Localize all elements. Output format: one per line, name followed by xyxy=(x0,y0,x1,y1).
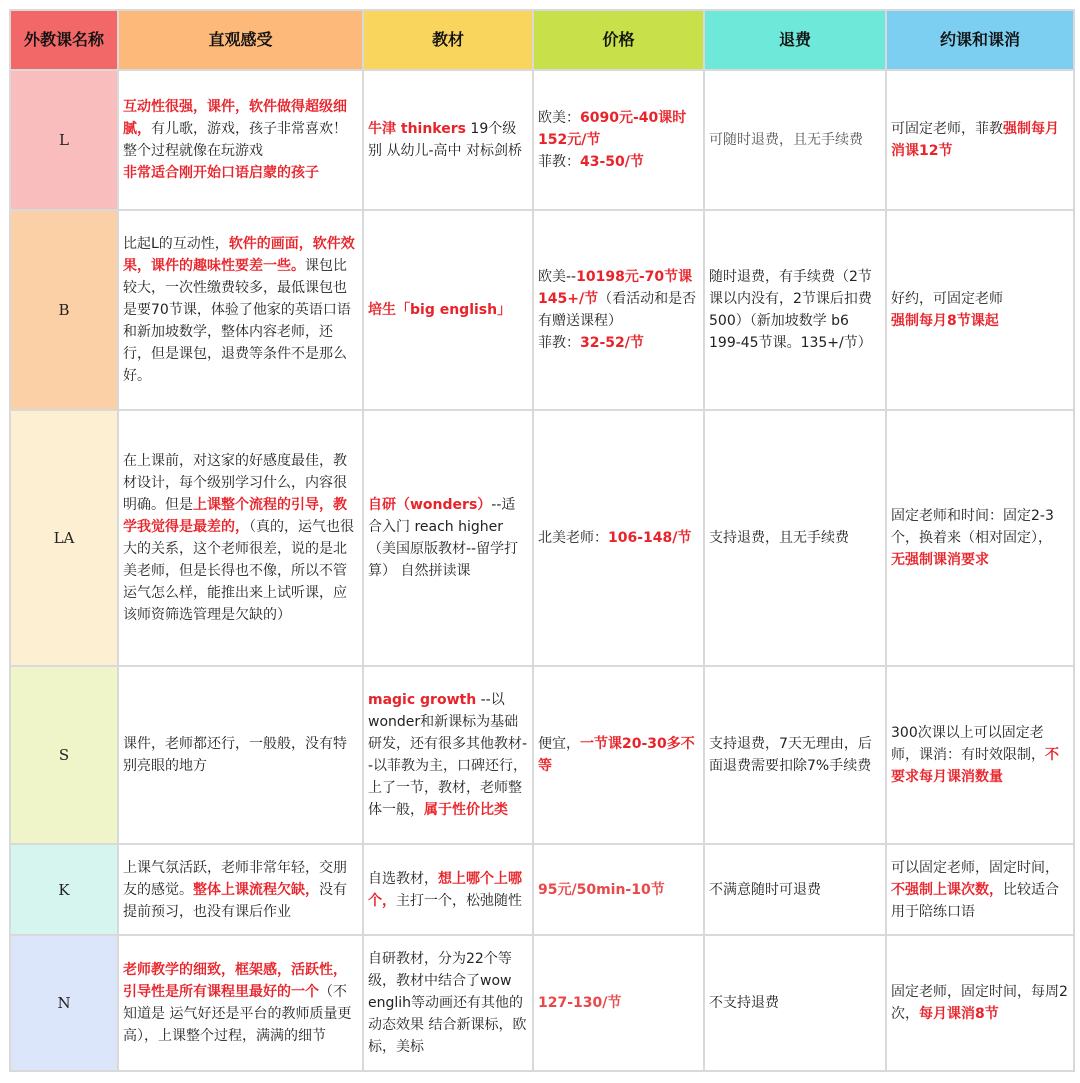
course-name-cell: K xyxy=(10,844,118,935)
header-material: 教材 xyxy=(363,10,533,70)
table-row xyxy=(10,935,1074,1071)
refund-cell: 随时退费，有手续费（2节课以内没有，2节课后扣费500）（新加坡数学 b6 199-45节课。135+/节） xyxy=(704,210,886,410)
booking-cell: 固定老师和时间：固定2-3个，换着来（相对固定）， 无强制课消要求 xyxy=(886,410,1074,666)
material-cell: 自选教材，想上哪个上哪个，主打一个，松弛随性 xyxy=(363,844,533,935)
booking-cell: 300次课以上可以固定老师，课消：有时效限制，不要求每月课消数量 xyxy=(886,666,1074,844)
refund-cell: 可随时退费，且无手续费 xyxy=(704,70,886,210)
table-row xyxy=(10,210,1074,410)
material-cell: 培生「big english」 xyxy=(363,210,533,410)
material-cell: magic growth --以wonder和新课标为基础研发，还有很多其他教材--以菲教为主，口碑还行，上了一节，教材，老师整体一般，属于性价比类 xyxy=(363,666,533,844)
booking-cell: 好约，可固定老师 强制每月8节课起 xyxy=(886,210,1074,410)
course-name-cell: L xyxy=(10,70,118,210)
header-price: 价格 xyxy=(533,10,704,70)
course-name-cell: S xyxy=(10,666,118,844)
table-row xyxy=(10,844,1074,935)
price-cell: 95元/50min-10节 xyxy=(533,844,704,935)
course-name-cell: LA xyxy=(10,410,118,666)
price-cell: 欧美：6090元-40课时 152元/节 菲教：43-50/节 xyxy=(533,70,704,210)
feel-cell: 比起L的互动性，软件的画面，软件效果，课件的趣味性要差一些。课包比较大，一次性缴费较多，最低课包也是要70节课，体验了他家的英语口语和新加坡数学，整体内容老师，还行，但是课包，退费等条件不是那么好。 xyxy=(118,210,363,410)
booking-cell: 可固定老师，菲教强制每月消课12节 xyxy=(886,70,1074,210)
header-name: 外教课名称 xyxy=(10,10,118,70)
feel-cell: 互动性很强，课件，软件做得超级细腻，有儿歌，游戏，孩子非常喜欢！整个过程就像在玩游戏 非常适合刚开始口语启蒙的孩子 xyxy=(118,70,363,210)
price-cell: 便宜，一节课20-30多不等 xyxy=(533,666,704,844)
feel-cell: 老师教学的细致，框架感，活跃性，引导性是所有课程里最好的一个（不知道是 运气好还是平台的教师质量更高），上课整个过程，满满的细节 xyxy=(118,935,363,1071)
header-refund: 退费 xyxy=(704,10,886,70)
price-cell: 欧美--10198元-70节课 145+/节（看活动和是否有赠送课程） 菲教：32-52/节 xyxy=(533,210,704,410)
booking-cell: 可以固定老师，固定时间，不强制上课次数，比较适合用于陪练口语 xyxy=(886,844,1074,935)
material-cell: 自研（wonders）--适合入门 reach higher （美国原版教材--留学打算） 自然拼读课 xyxy=(363,410,533,666)
refund-cell: 不满意随时可退费 xyxy=(704,844,886,935)
feel-cell: 在上课前，对这家的好感度最佳，教材设计，每个级别学习什么，内容很明确。但是上课整个流程的引导，教学我觉得是最差的，（真的，运气也很大的关系，这个老师很差，说的是北美老师，但是长得也不像，所以不管运气怎么样，能推出来上试听课，应该师资筛选管理是欠缺的） xyxy=(118,410,363,666)
material-cell: 牛津 thinkers 19个级别 从幼儿-高中 对标剑桥 xyxy=(363,70,533,210)
feel-cell: 上课气氛活跃，老师非常年轻，交朋友的感觉。整体上课流程欠缺，没有提前预习，也没有课后作业 xyxy=(118,844,363,935)
material-cell: 自研教材，分为22个等级，教材中结合了wow englih等动画还有其他的动态效果 结合新课标，欧标，美标 xyxy=(363,935,533,1071)
refund-cell: 支持退费，且无手续费 xyxy=(704,410,886,666)
course-name-cell: B xyxy=(10,210,118,410)
price-cell: 127-130/节 xyxy=(533,935,704,1071)
price-cell: 北美老师：106-148/节 xyxy=(533,410,704,666)
table-row xyxy=(10,410,1074,666)
header-booking: 约课和课消 xyxy=(886,10,1074,70)
header-feel: 直观感受 xyxy=(118,10,363,70)
booking-cell: 固定老师，固定时间，每周2次，每月课消8节 xyxy=(886,935,1074,1071)
header-row xyxy=(10,10,1074,70)
comparison-table xyxy=(9,9,1075,1072)
table-row xyxy=(10,70,1074,210)
table-row xyxy=(10,666,1074,844)
refund-cell: 支持退费，7天无理由，后面退费需要扣除7%手续费 xyxy=(704,666,886,844)
refund-cell: 不支持退费 xyxy=(704,935,886,1071)
course-name-cell: N xyxy=(10,935,118,1071)
feel-cell: 课件，老师都还行，一般般，没有特别亮眼的地方 xyxy=(118,666,363,844)
